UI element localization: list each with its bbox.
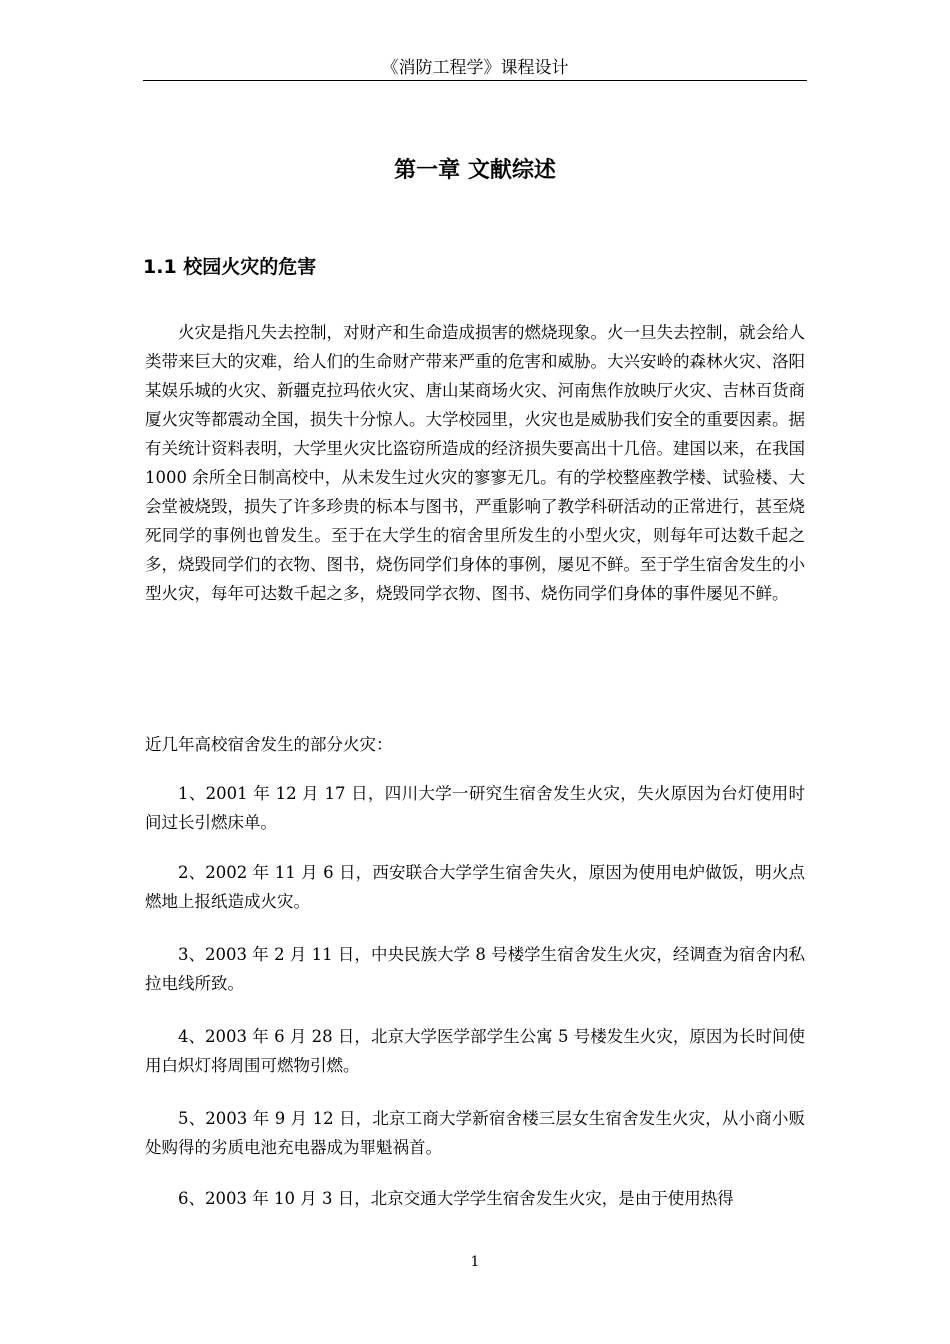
section-title: 1.1 校园火灾的危害	[143, 256, 317, 278]
header-divider	[143, 80, 807, 81]
intro-paragraph: 火灾是指凡失去控制，对财产和生命造成损害的燃烧现象。火一旦失去控制，就会给人类带来巨大的灾难，给人们的生命财产带来严重的危害和威胁。大兴安岭的森林火灾、洛阳某娱乐城的火灾、新疆克拉玛依火灾、唐山某商场火灾、河南焦作放映厅火灾、吉林百货商厦火灾等都震动全国，损失十分惊人。大学校园里，火灾也是威胁我们安全的重要因素。据有关统计资料表明，大学里火灾比盗窃所造成的经济损失要高出十几倍。建国以来，在我国 1000 余所全日制高校中，从未发生过火灾的寥寥无几。有的学校整座教学楼、试验楼、大会堂被烧毁，损失了许多珍贵的标本与图书，严重影响了教学科研活动的正常进行，甚至烧死同学的事例也曾发生。至于在大学生的宿舍里所发生的小型火灾，则每年可达数千起之多，烧毁同学们的衣物、图书，烧伤同学们身体的事例，屡见不鲜。至于学生宿舍发生的小型火灾，每年可达数千起之多，烧毁同学衣物、图书、烧伤同学们身体的事件屡见不鲜。	[145, 323, 805, 603]
incident-item-1: 1、2001 年 12 月 17 日，四川大学一研究生宿舍发生火灾，失火原因为台灯使用时间过长引燃床单。	[145, 784, 805, 832]
page-header: 《消防工程学》课程设计	[381, 58, 569, 78]
chapter-title: 第一章 文献综述	[394, 158, 556, 183]
incident-item-4: 4、2003 年 6 月 28 日，北京大学医学部学生公寓 5 号楼发生火灾，原因为长时间使用白炽灯将周围可燃物引燃。	[145, 1027, 805, 1075]
incident-item-6: 6、2003 年 10 月 3 日，北京交通大学学生宿舍发生火灾，是由于使用热得	[178, 1189, 734, 1208]
incident-list-intro: 近几年高校宿舍发生的部分火灾：	[145, 735, 393, 754]
page-number: 1	[470, 1254, 480, 1270]
incident-item-2: 2、2002 年 11 月 6 日，西安联合大学学生宿舍失火，原因为使用电炉做饭，明火点燃地上报纸造成火灾。	[145, 863, 805, 911]
incident-item-3: 3、2003 年 2 月 11 日，中央民族大学 8 号楼学生宿舍发生火灾，经调查为宿舍内私拉电线所致。	[145, 945, 805, 993]
incident-item-5: 5、2003 年 9 月 12 日，北京工商大学新宿舍楼三层女生宿舍发生火灾，从小商小贩处购得的劣质电池充电器成为罪魁祸首。	[145, 1109, 805, 1157]
